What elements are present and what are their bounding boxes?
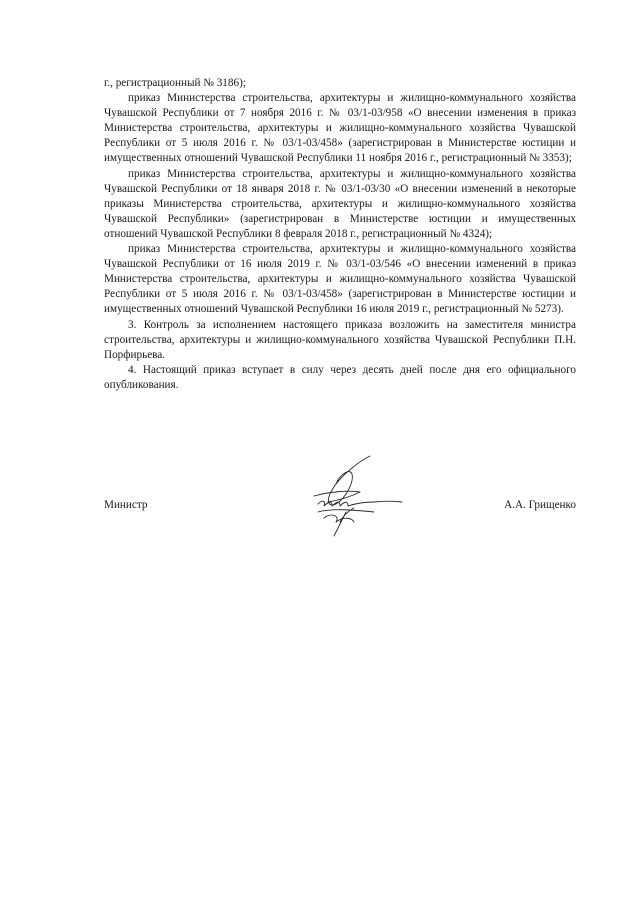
paragraph-control-clause: 3. Контроль за исполнением настоящего приказа возложить на заместителя министра строительства, архитектуры и жилищно-коммунального хозяйства Чувашской Республики П.Н. Порфирьева. — [104, 318, 576, 361]
signatory-name: А.А. Грищенко — [504, 499, 576, 511]
paragraph-order-2018-30: приказ Министерства строительства, архитектуры и жилищно-коммунального хозяйства Чувашской Республики от 18 января 2018 г. № 03/1-03/30 «О внесении изменений в некоторые приказы Министерства строительства, архитектуры и жилищно-коммунального хозяйства Чувашской Республики» (зарегистрирован в Министерстве юстиции и имущественных отношений Чувашской Республики 8 февраля 2018 г., регистрационный № 4324); — [104, 167, 576, 240]
signature-block — [104, 452, 576, 552]
signatory-role: Министр — [104, 499, 148, 511]
paragraph-registration-tail: г., регистрационный № 3186); — [104, 77, 246, 89]
handwritten-signature-icon — [288, 452, 408, 542]
document-body — [104, 76, 576, 393]
paragraph-order-2016-958: приказ Министерства строительства, архитектуры и жилищно-коммунального хозяйства Чувашской Республики от 7 ноября 2016 г. № 03/1-03/958 «О внесении изменения в приказ Министерства строительства, архитектуры и жилищно-коммунального хозяйства Чувашской Республики от 5 июля 2016 г. № 03/1-03/458» (зарегистрирован в Министерстве юстиции и имущественных отношений Чувашской Республики 11 ноября 2016 г., регистрационный № 3353); — [104, 92, 576, 165]
paragraph-effective-date: 4. Настоящий приказ вступает в силу через десять дней после дня его официального опубликования. — [104, 363, 576, 391]
paragraph-order-2019-546: приказ Министерства строительства, архитектуры и жилищно-коммунального хозяйства Чувашской Республики от 16 июля 2019 г. № 03/1-03/546 «О внесении изменений в приказ Министерства строительства, архитектуры и жилищно-коммунального хозяйства Чувашской Республики от 5 июля 2016 г. № 03/1-03/458» (зарегистрирован в Министерстве юстиции и имущественных отношений Чувашской Республики 16 июля 2019 г., регистрационный № 5273). — [104, 243, 576, 316]
